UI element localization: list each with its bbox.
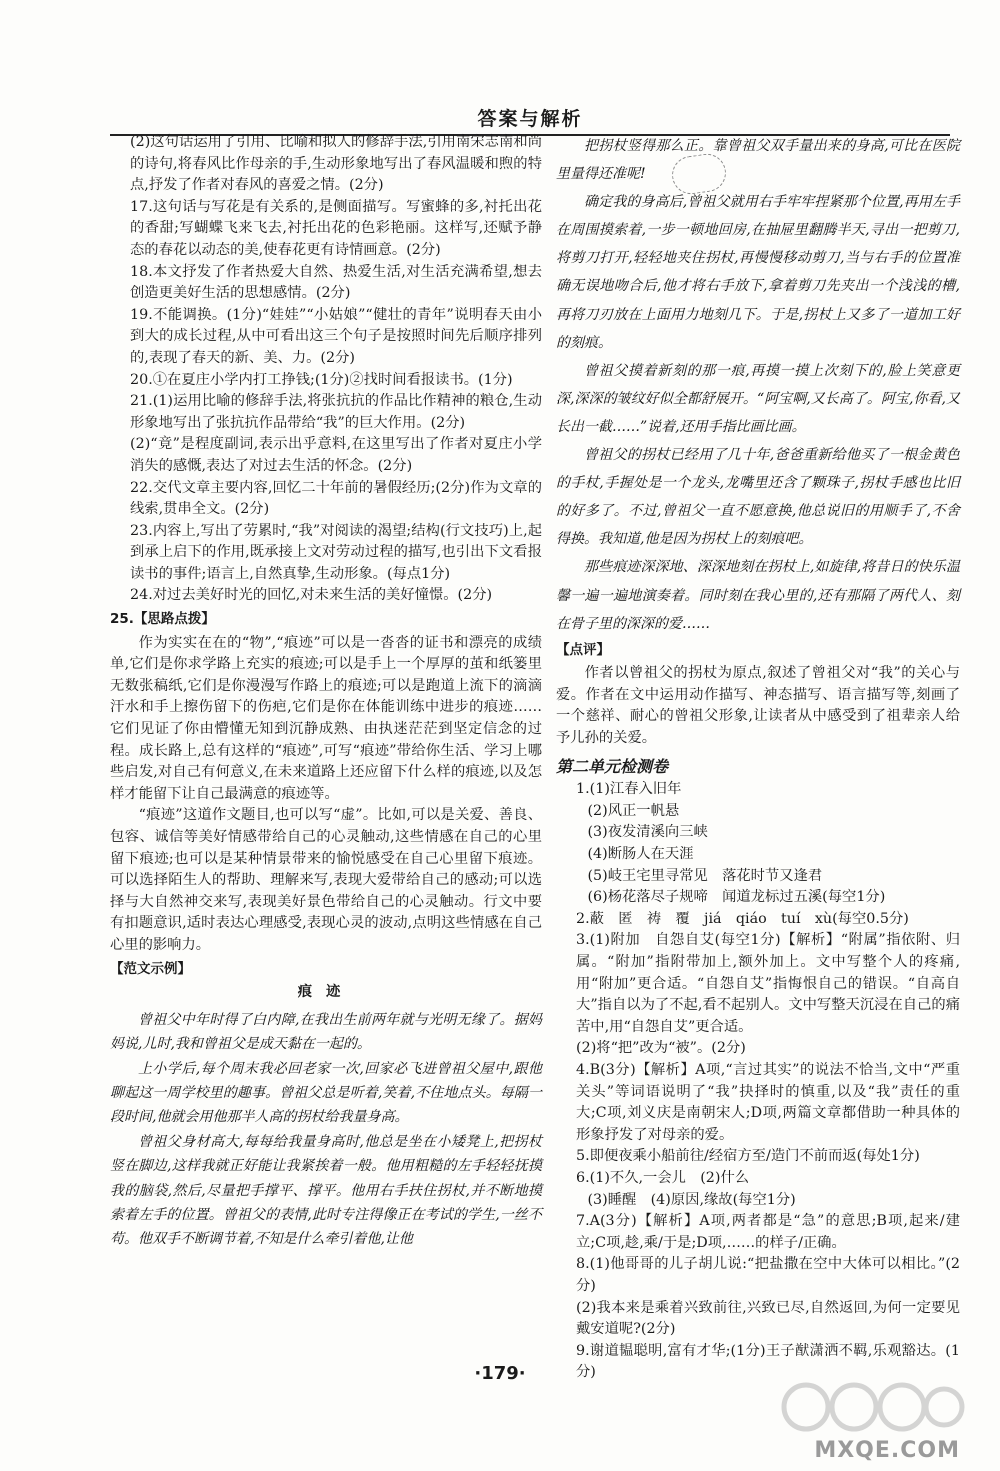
answer-paragraph: (4)断肠人在天涯 — [587, 846, 694, 863]
section-tag: 【范文示例】 — [110, 960, 191, 977]
answer-paragraph: 22.交代文章主要内容,回忆二十年前的暑假经历;(2分)作为文章的线索,贯串全文。(2分) — [130, 479, 542, 518]
answer-paragraph: 24.对过去美好时光的回忆,对未来生活的美好憧憬。(2分) — [130, 587, 493, 604]
answer-paragraph: 9.谢道韫聪明,富有才华;(1分)王子猷潇洒不羁,乐观豁达。(1分) — [576, 1342, 960, 1381]
answer-paragraph: 3.(1)附加 自怨自艾(每空1分)【解析】“附属”指依附、归属。“附加”指附带加上,额外加上。文中写整个人的疼痛,用“附加”更合适。“自怨自艾”指悔恨自己的错误。“自高自大”指自以为了不起,看不起别人。文中写整天沉浸在自己的痛苦中,用“自怨自艾”更合适。 — [576, 932, 960, 1035]
answer-paragraph: 5.即便夜乘小船前往/经宿方至/造门不前而返(每处1分) — [576, 1148, 920, 1165]
page-header — [110, 100, 950, 136]
right-column — [556, 132, 960, 1384]
answer-paragraph: (2)这句话运用了引用、比喻和拟人的修辞手法,引用南宋志南和尚的诗句,将春风比作母亲的手,生动形象地写出了春风温暖和煦的特点,抒发了作者对春风的喜爱之情。(2分) — [130, 134, 542, 194]
answer-paragraph: 17.这句话与写花是有关系的,是侧面描写。写蜜蜂的多,衬托出花的香甜;写蝴蝶飞来飞去,衬托出花的色彩艳丽。这样写,还赋予静态的春花以动态的美,使春花更有诗情画意。(2分) — [130, 198, 542, 258]
essay-paragraph: 上小学后,每个周末我必回老家一次,回家必飞进曾祖父屋中,跟他聊起这一周学校里的趣事。曾祖父总是听着,笑着,不住地点头。每隔一段时间,他就会用他那半人高的拐杖给我量身高。 — [110, 1060, 542, 1126]
essay-paragraph: 曾祖父身材高大,每每给我量身高时,他总是坐在小矮凳上,把拐杖竖在脚边,这样我就正好能让我紧挨着一般。他用粗糙的左手轻轻抚摸我的脑袋,然后,尽量把手撑平、撑平。他用右手扶住拐杖,并不断地摸索着左手的位置。曾祖父的表情,此时专注得像正在考试的学生,一丝不苟。他双手不断调节着,不知是什么牵引着他,让他 — [110, 1133, 542, 1248]
essay-paragraph: 确定我的身高后,曾祖父就用右手牢牢捏紧那个位置,再用左手在周围摸索着,一步一顿地回房,在抽屉里翻腾半天,寻出一把剪刀,将剪刀打开,轻轻地夹住拐杖,再慢慢移动剪刀,当与右手的位置准确无误地吻合后,他才将右手放下,拿着剪刀先夹出一个浅浅的槽,再将刀刃放在上面用力地刻几下。于是,拐杖上又多了一道加工好的刻痕。 — [556, 194, 960, 351]
answer-paragraph: 4.B(3分)【解析】A项,“言过其实”的说法不恰当,文中“严重关头”等词语说明了“我”抉择时的慎重,以及“我”责任的重大;C项,刘义庆是南朝宋人;D项,两篇文章都借助一种具体的形象抒发了对母亲的爱。 — [576, 1061, 960, 1143]
review-paragraph: 作者以曾祖父的拐杖为原点,叙述了曾祖父对“我”的关心与爱。作者在文中运用动作描写、神态描写、语言描写等,刻画了一个慈祥、耐心的曾祖父形象,让读者从中感受到了祖辈亲人给予儿孙的关爱。 — [556, 665, 960, 747]
page-number: ·179· — [474, 1363, 526, 1384]
answer-paragraph: 2.蔽 匿 祷 覆 jiá qiáo tuí xù(每空0.5分) — [576, 910, 909, 927]
section-tag: 25.【思路点拨】 — [110, 611, 215, 628]
answer-paragraph: 20.①在夏庄小学内打工挣钱;(1分)②找时间看报读书。(1分) — [130, 371, 513, 388]
answer-paragraph: 23.内容上,写出了劳累时,“我”对阅读的渴望;结构(行文技巧)上,起到承上启下的作用,既承接上文对劳动过程的描写,也引出下文看报读书的事件;语言上,自然真挚,生动形象。(每点1分) — [130, 522, 542, 582]
answer-paragraph: (5)岐王宅里寻常见 落花时节又逢君 — [587, 867, 823, 884]
essay-paragraph: 曾祖父中年时得了白内障,在我出生前两年就与光明无缘了。据妈妈说,儿时,我和曾祖父是成天黏在一起的。 — [110, 1011, 542, 1053]
answer-paragraph: (2)将“把”改为“被”。(2分) — [576, 1040, 746, 1057]
essay-paragraph: 曾祖父的拐杖已经用了几十年,爸爸重新给他买了一根金黄色的手杖,手握处是一个龙头,龙嘴里还含了颗珠子,拐杖手感也比旧的好多了。不过,曾祖父一直不愿意换,他总说旧的用顺手了,不舍得换。我知道,他是因为拐杖上的刻痕吧。 — [556, 447, 960, 548]
answer-paragraph: “痕迹”这道作文题目,也可以写“虚”。比如,可以是关爱、善良、包容、诚信等美好情感带给自己的心灵触动,这些情感在自己的心里留下痕迹;也可以是某种情景带来的愉悦感受在自己心里留下痕迹。可以选择陌生人的帮助、理解来写,表现大爱带给自己的感动;可以选择与大自然神交来写,表现美好景色带给自己的心灵触动。行文中要有扣题意识,适时表达心理感受,表现心灵的波动,点明这些情感在自己心里的影响力。 — [110, 807, 542, 953]
answer-paragraph: (3)睡醒 (4)原因,缘故(每空1分) — [587, 1191, 796, 1208]
answer-paragraph: (2)风正一帆悬 — [587, 802, 680, 819]
answer-paragraph: 1.(1)江春入旧年 — [576, 781, 682, 798]
review-tag: 【点评】 — [556, 641, 610, 658]
answer-paragraph: (2)我本来是乘着兴致前往,兴致已尽,自然返回,为何一定要见戴安道呢?(2分) — [576, 1299, 960, 1338]
answer-paragraph: (2)“竟”是程度副词,表示出乎意料,在这里写出了作者对夏庄小学消失的感慨,表达了对过去生活的怀念。(2分) — [130, 436, 542, 474]
answer-paragraph: 18.本文抒发了作者热爱大自然、热爱生活,对生活充满希望,想去创造更美好生活的思想感情。(2分) — [130, 263, 542, 302]
answer-paragraph: (6)杨花落尽子规啼 闻道龙标过五溪(每空1分) — [587, 889, 886, 906]
answer-paragraph: 7.A(3分)【解析】A项,两者都是“急”的意思;B项,起来/建立;C项,趁,乘/于是;D项,……的样子/正确。 — [576, 1213, 960, 1251]
essay-paragraph: 那些痕迹深深地、深深地刻在拐杖上,如旋律,将昔日的快乐温馨一遍一遍地演奏着。同时刻在我心里的,还有那隔了两代人、刻在骨子里的深深的爱…… — [556, 559, 960, 632]
page-title: 答案与解析 — [477, 108, 583, 130]
answer-paragraph: 19.不能调换。(1分)“娃娃”“小姑娘”“健壮的青年”说明春天由小到大的成长过程,从中可看出这三个句子是按照时间先后顺序排列的,表现了春天的新、美、力。(2分) — [130, 306, 542, 366]
essay-paragraph: 曾祖父摸着新刻的那一痕,再摸一摸上次刻下的,脸上笑意更深,深深的皱纹好似全都舒展开。“阿宝啊,又长高了。阿宝,你看,又长出一截……”说着,还用手指比画比画。 — [556, 362, 960, 435]
answer-paragraph: (3)夜发清溪向三峡 — [587, 824, 708, 841]
answer-paragraph: 21.(1)运用比喻的修辞手法,将张抗抗的作品比作精神的粮仓,生动形象地写出了张抗抗作品带给“我”的巨大作用。(2分) — [130, 393, 542, 431]
answer-paragraph: 8.(1)他哥哥的儿子胡儿说:“把盐撒在空中大体可以相比。”(2分) — [576, 1256, 960, 1294]
essay-paragraph: 把拐杖竖得那么正。靠曾祖父双手量出来的身高,可比在医院里量得还准呢! — [556, 138, 960, 183]
essay-title: 痕迹 — [297, 984, 355, 1001]
answer-paragraph: 6.(1)不久,一会儿 (2)什么 — [576, 1169, 750, 1186]
left-column — [110, 132, 542, 1252]
answer-paragraph: 作为实实在在的“物”,“痕迹”可以是一沓沓的证书和漂亮的成绩单,它们是你求学路上充实的痕迹;可以是手上一个厚厚的茧和纸篓里无数张稿纸,它们是你漫漫写作路上的痕迹;可以是跑道上流下的滴滴汗水和手上擦伤留下的伤疤,它们是你在体能训练中进步的痕迹……它们见证了你由懵懂无知到沉静成熟、由执迷茫茫到坚定信念的过程。成长路上,总有这样的“痕迹”,可写“痕迹”带给你生活、学习上哪些启发,对自己有何意义,在未来道路上还应留下什么样的痕迹,以及怎样才能留下让自己最满意的痕迹等。 — [110, 634, 542, 802]
watermark-text: MXQE.COM — [814, 1438, 960, 1463]
section-title: 第二单元检测卷 — [556, 756, 669, 776]
